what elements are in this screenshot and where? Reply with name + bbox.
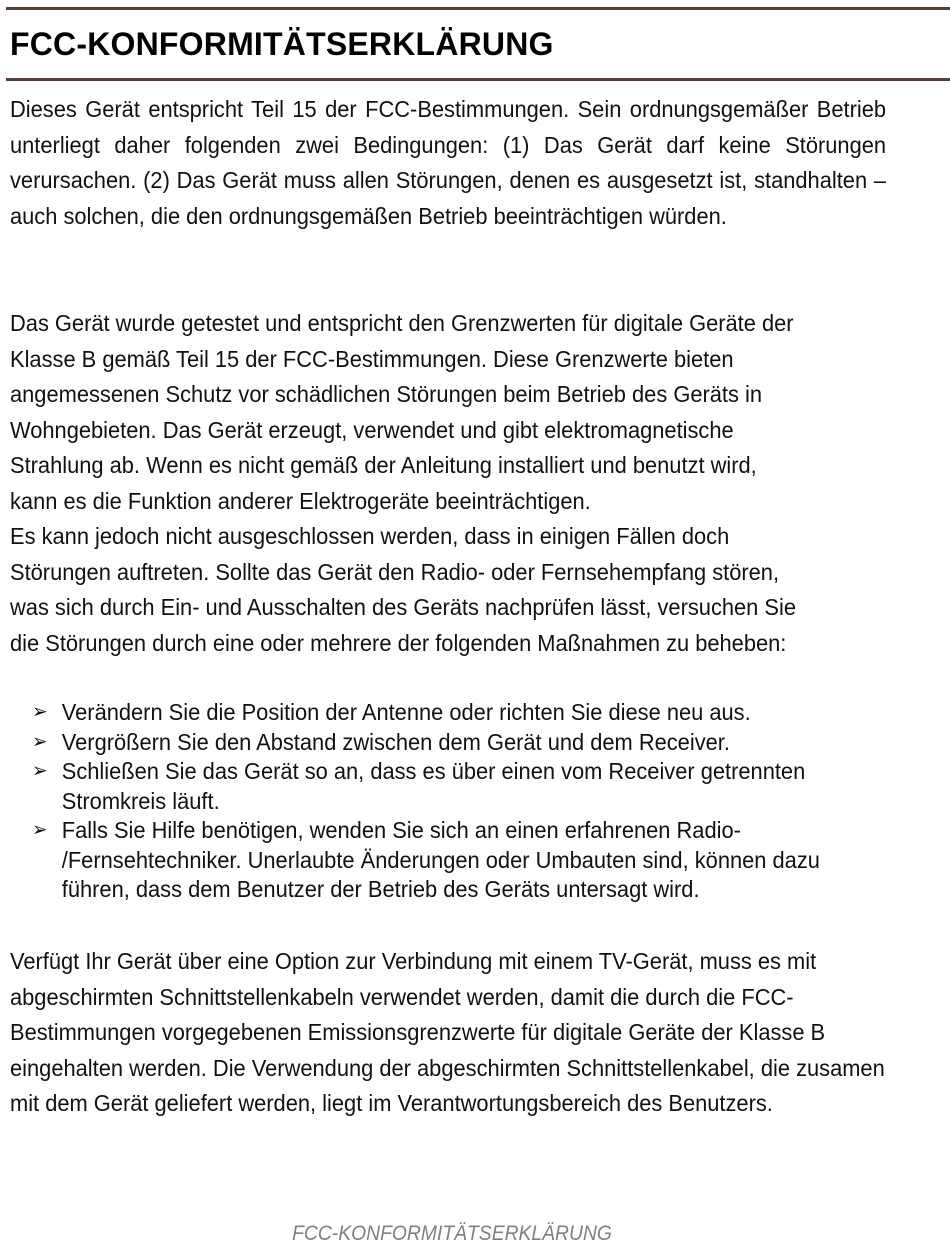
list-item-line: /Fernsehtechniker. Unerlaubte Änderungen oder Umbauten sind, können dazu	[61, 846, 820, 873]
paragraph-line: angemessenen Schutz vor schädlichen Störungen beim Betrieb des Geräts in	[10, 381, 763, 407]
top-divider	[6, 7, 950, 10]
title-divider	[6, 78, 950, 81]
paragraph-line: Klasse B gemäß Teil 15 der FCC-Bestimmungen. Diese Grenzwerte bieten	[10, 345, 734, 372]
paragraph-line: die Störungen durch eine oder mehrere der folgenden Maßnahmen zu beheben:	[10, 629, 787, 656]
list-item-line: Schließen Sie das Gerät so an, dass es über einen vom Receiver getrennten	[61, 758, 806, 784]
paragraph-shielded-cables	[10, 944, 886, 1122]
paragraph-conditions	[10, 92, 886, 234]
arrow-bullet-icon: ➢	[32, 701, 48, 723]
arrow-bullet-icon: ➢	[32, 730, 48, 753]
paragraph-line: Störungen auftreten. Sollte das Gerät den Radio- oder Fernsehempfang stören,	[10, 558, 780, 585]
paragraph-line: Wohngebieten. Das Gerät erzeugt, verwendet und gibt elektromagnetische	[10, 416, 734, 443]
list-item	[32, 698, 850, 728]
paragraph-shielded-cables-text: Verfügt Ihr Gerät über eine Option zur Verbindung mit einem TV-Gerät, muss es mit abgeschirmten Schnittstellenkabeln verwendet werden, damit die durch die FCC-Bestimmungen vorgegebenen Emissionsgrenzwerte für digitale Geräte der Klasse B eingehalten werden. Die Verwendung der abgeschirmten Schnittstellenkabel, die zusamen mit dem Gerät geliefert werden, liegt im Verantwortungsbereich des Benutzers.	[10, 948, 885, 1116]
list-item-line: Falls Sie Hilfe benötigen, wenden Sie sich an einen erfahrenen Radio-	[61, 817, 741, 843]
paragraph-line: kann es die Funktion anderer Elektrogeräte beeinträchtigen.	[10, 487, 591, 514]
paragraph-limits	[10, 306, 886, 661]
paragraph-line: Das Gerät wurde getestet und entspricht den Grenzwerten für digitale Geräte der	[10, 310, 794, 336]
list-item	[32, 728, 850, 758]
arrow-bullet-icon: ➢	[32, 760, 48, 782]
page-footer: FCC-KONFORMITÄTSERKLÄRUNG	[292, 1222, 612, 1245]
measures-list	[32, 698, 850, 905]
paragraph-conditions-text: Dieses Gerät entspricht Teil 15 der FCC-Bestimmungen. Sein ordnungsgemäßer Betrieb unterliegt daher folgenden zwei Bedingungen: (1) Das Gerät darf keine Störungen verursachen. (2) Das Gerät muss allen Störungen, denen es ausgesetzt ist, standhalten – auch solchen, die den ordnungsgemäßen Betrieb beeinträchtigen würden.	[10, 96, 887, 229]
arrow-bullet-icon: ➢	[32, 819, 48, 841]
list-item-line: Vergrößern Sie den Abstand zwischen dem Gerät und dem Receiver.	[61, 728, 730, 755]
page-title: FCC-KONFORMITÄTSERKLÄRUNG	[10, 26, 554, 62]
paragraph-line: was sich durch Ein- und Ausschalten des Geräts nachprüfen lässt, versuchen Sie	[10, 594, 796, 620]
list-item-line: führen, dass dem Benutzer der Betrieb des Geräts untersagt wird.	[61, 876, 700, 902]
list-item	[32, 757, 850, 816]
paragraph-line: Es kann jedoch nicht ausgeschlossen werden, dass in einigen Fällen doch	[10, 523, 730, 549]
list-item-line: Stromkreis läuft.	[61, 787, 220, 814]
list-item	[32, 816, 850, 905]
list-item-line: Verändern Sie die Position der Antenne oder richten Sie diese neu aus.	[61, 699, 751, 725]
paragraph-line: Strahlung ab. Wenn es nicht gemäß der Anleitung installiert und benutzt wird,	[10, 452, 757, 478]
